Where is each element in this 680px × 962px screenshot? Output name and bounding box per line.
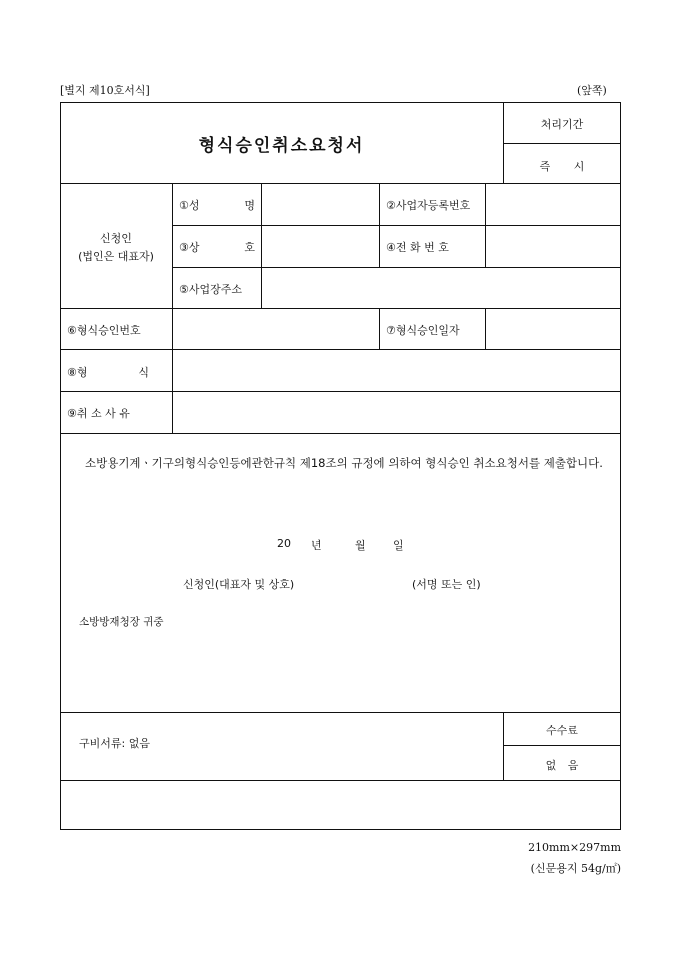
trade-name-label-end: 호 xyxy=(244,241,255,254)
divider xyxy=(60,712,621,713)
name-label xyxy=(179,197,255,213)
divider xyxy=(485,308,486,349)
processing-period-label: 처리기간 xyxy=(540,118,584,131)
divider xyxy=(60,780,621,781)
divider xyxy=(379,308,380,349)
applicant-label: 신청인 xyxy=(100,232,132,245)
divider xyxy=(485,183,486,267)
divider xyxy=(172,267,621,268)
paper-type: (신문용지 54g/㎡) xyxy=(530,862,621,875)
page-side: (앞쪽) xyxy=(577,84,607,97)
divider xyxy=(60,391,621,392)
date-year-unit: 년 xyxy=(311,539,322,552)
fee-label: 수수료 xyxy=(546,724,578,737)
approval-number-label: ⑥형식승인번호 xyxy=(67,324,141,337)
divider xyxy=(261,183,262,308)
required-documents: 구비서류: 없음 xyxy=(79,737,150,750)
name-label-start: ①성 xyxy=(179,199,200,212)
address-label: ⑤사업장주소 xyxy=(179,283,242,296)
model-label xyxy=(67,364,149,380)
fee-value: 없 음 xyxy=(545,759,579,772)
paper-size: 210mm×297mm xyxy=(528,841,621,854)
divider xyxy=(60,349,621,350)
approval-date-label: ⑦형식승인일자 xyxy=(386,324,460,337)
date-day-unit: 일 xyxy=(393,539,404,552)
recipient: 소방방재청장 귀중 xyxy=(79,616,164,628)
form-title: 형식승인취소요청서 xyxy=(198,136,365,156)
applicant-signature-line: 신청인(대표자 및 상호) xyxy=(183,578,295,591)
divider xyxy=(60,308,621,309)
divider xyxy=(172,183,173,433)
date-month-unit: 월 xyxy=(355,539,366,552)
date-year: 20 xyxy=(277,537,291,550)
model-label-start: ⑧형 xyxy=(67,366,88,379)
trade-name-label-start: ③상 xyxy=(179,241,200,254)
form-number: [별지 제10호서식] xyxy=(60,84,150,97)
divider xyxy=(503,745,621,746)
divider xyxy=(172,225,621,226)
divider xyxy=(60,433,621,434)
statement-text: 소방용기계ㆍ기구의형식승인등에관한규칙 제18조의 규정에 의하여 형식승인 취소요청서를 제출합니다. xyxy=(85,456,603,470)
divider xyxy=(60,183,621,184)
processing-period-value: 즉 시 xyxy=(539,160,585,173)
divider xyxy=(379,183,380,267)
applicant-sublabel: (법인은 대표자) xyxy=(78,250,154,263)
model-label-end: 식 xyxy=(138,366,149,379)
divider xyxy=(503,143,621,144)
reason-label: ⑨취 소 사 유 xyxy=(67,407,130,420)
trade-name-label xyxy=(179,239,255,255)
name-label-end: 명 xyxy=(244,199,255,212)
phone-label: ④전 화 번 호 xyxy=(386,241,449,254)
business-reg-label: ②사업자등록번호 xyxy=(386,199,471,212)
signature-note: (서명 또는 인) xyxy=(412,578,481,591)
